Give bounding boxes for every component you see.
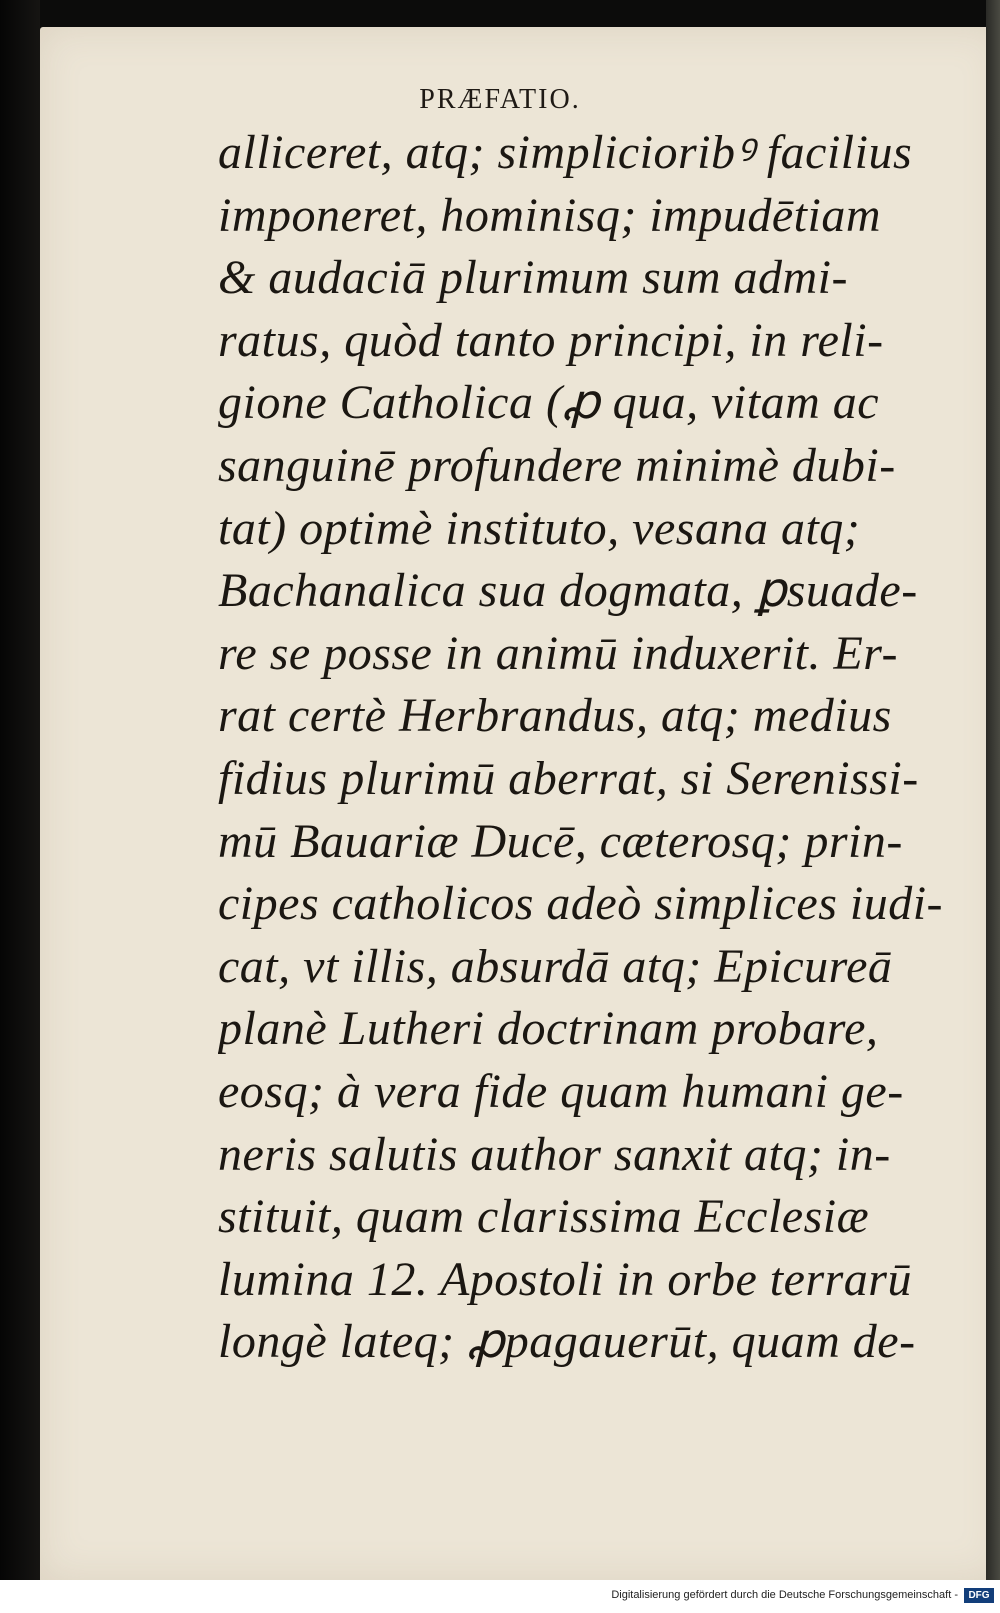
text-line: & audaciā plurimum sum admi- <box>218 251 848 305</box>
page-edge <box>986 0 1000 1580</box>
text-line: sanguinē profundere minimè dubi- <box>218 438 896 492</box>
text-line: mū Bauariæ Ducē, cæterosq; prin- <box>218 814 903 868</box>
text-line: gione Catholica (ꝓ qua, vitam ac <box>218 376 880 430</box>
text-line: alliceret, atq; simplicioribꝰ facilius <box>218 126 913 179</box>
text-line: rat certè Herbrandus, atq; medius <box>218 689 892 743</box>
text-line: lumina 12. Apostoli in orbe terrarū <box>218 1252 912 1306</box>
body-text <box>218 122 958 1374</box>
text-line: ratus, quòd tanto principi, in reli- <box>218 313 884 367</box>
running-head: PRÆFATIO. <box>419 84 581 115</box>
digitization-credit: Digitalisierung gefördert durch die Deutsche Forschungsgemeinschaft - <box>611 1589 958 1601</box>
text-line: tat) optimè instituto, vesana atq; <box>218 501 861 555</box>
text-line: stituit, quam clarissima Ecclesiæ <box>218 1190 870 1244</box>
text-line: Bachanalica sua dogmata, ꝑsuade- <box>218 564 918 618</box>
text-line: cat, vt illis, absurdā atq; Epicureā <box>218 939 893 993</box>
text-line: cipes catholicos adeò simplices iudi- <box>218 877 944 931</box>
binding-shadow <box>0 0 40 1580</box>
dfg-logo: DFG <box>964 1588 994 1603</box>
text-line: eosq; à vera fide quam humani ge- <box>218 1064 904 1118</box>
text-line: planè Lutheri doctrinam probare, <box>218 1002 879 1056</box>
digitization-footer <box>0 1580 1000 1613</box>
text-line: neris salutis author sanxit atq; in- <box>218 1127 891 1181</box>
text-line: fidius plurimū aberrat, si Serenissi- <box>218 751 919 805</box>
text-line: imponeret, hominisq; impudētiam <box>218 188 881 242</box>
text-line: longè lateq; ꝓpagauerūt, quam de- <box>218 1315 916 1369</box>
text-line: re se posse in animū induxerit. Er- <box>218 626 899 680</box>
